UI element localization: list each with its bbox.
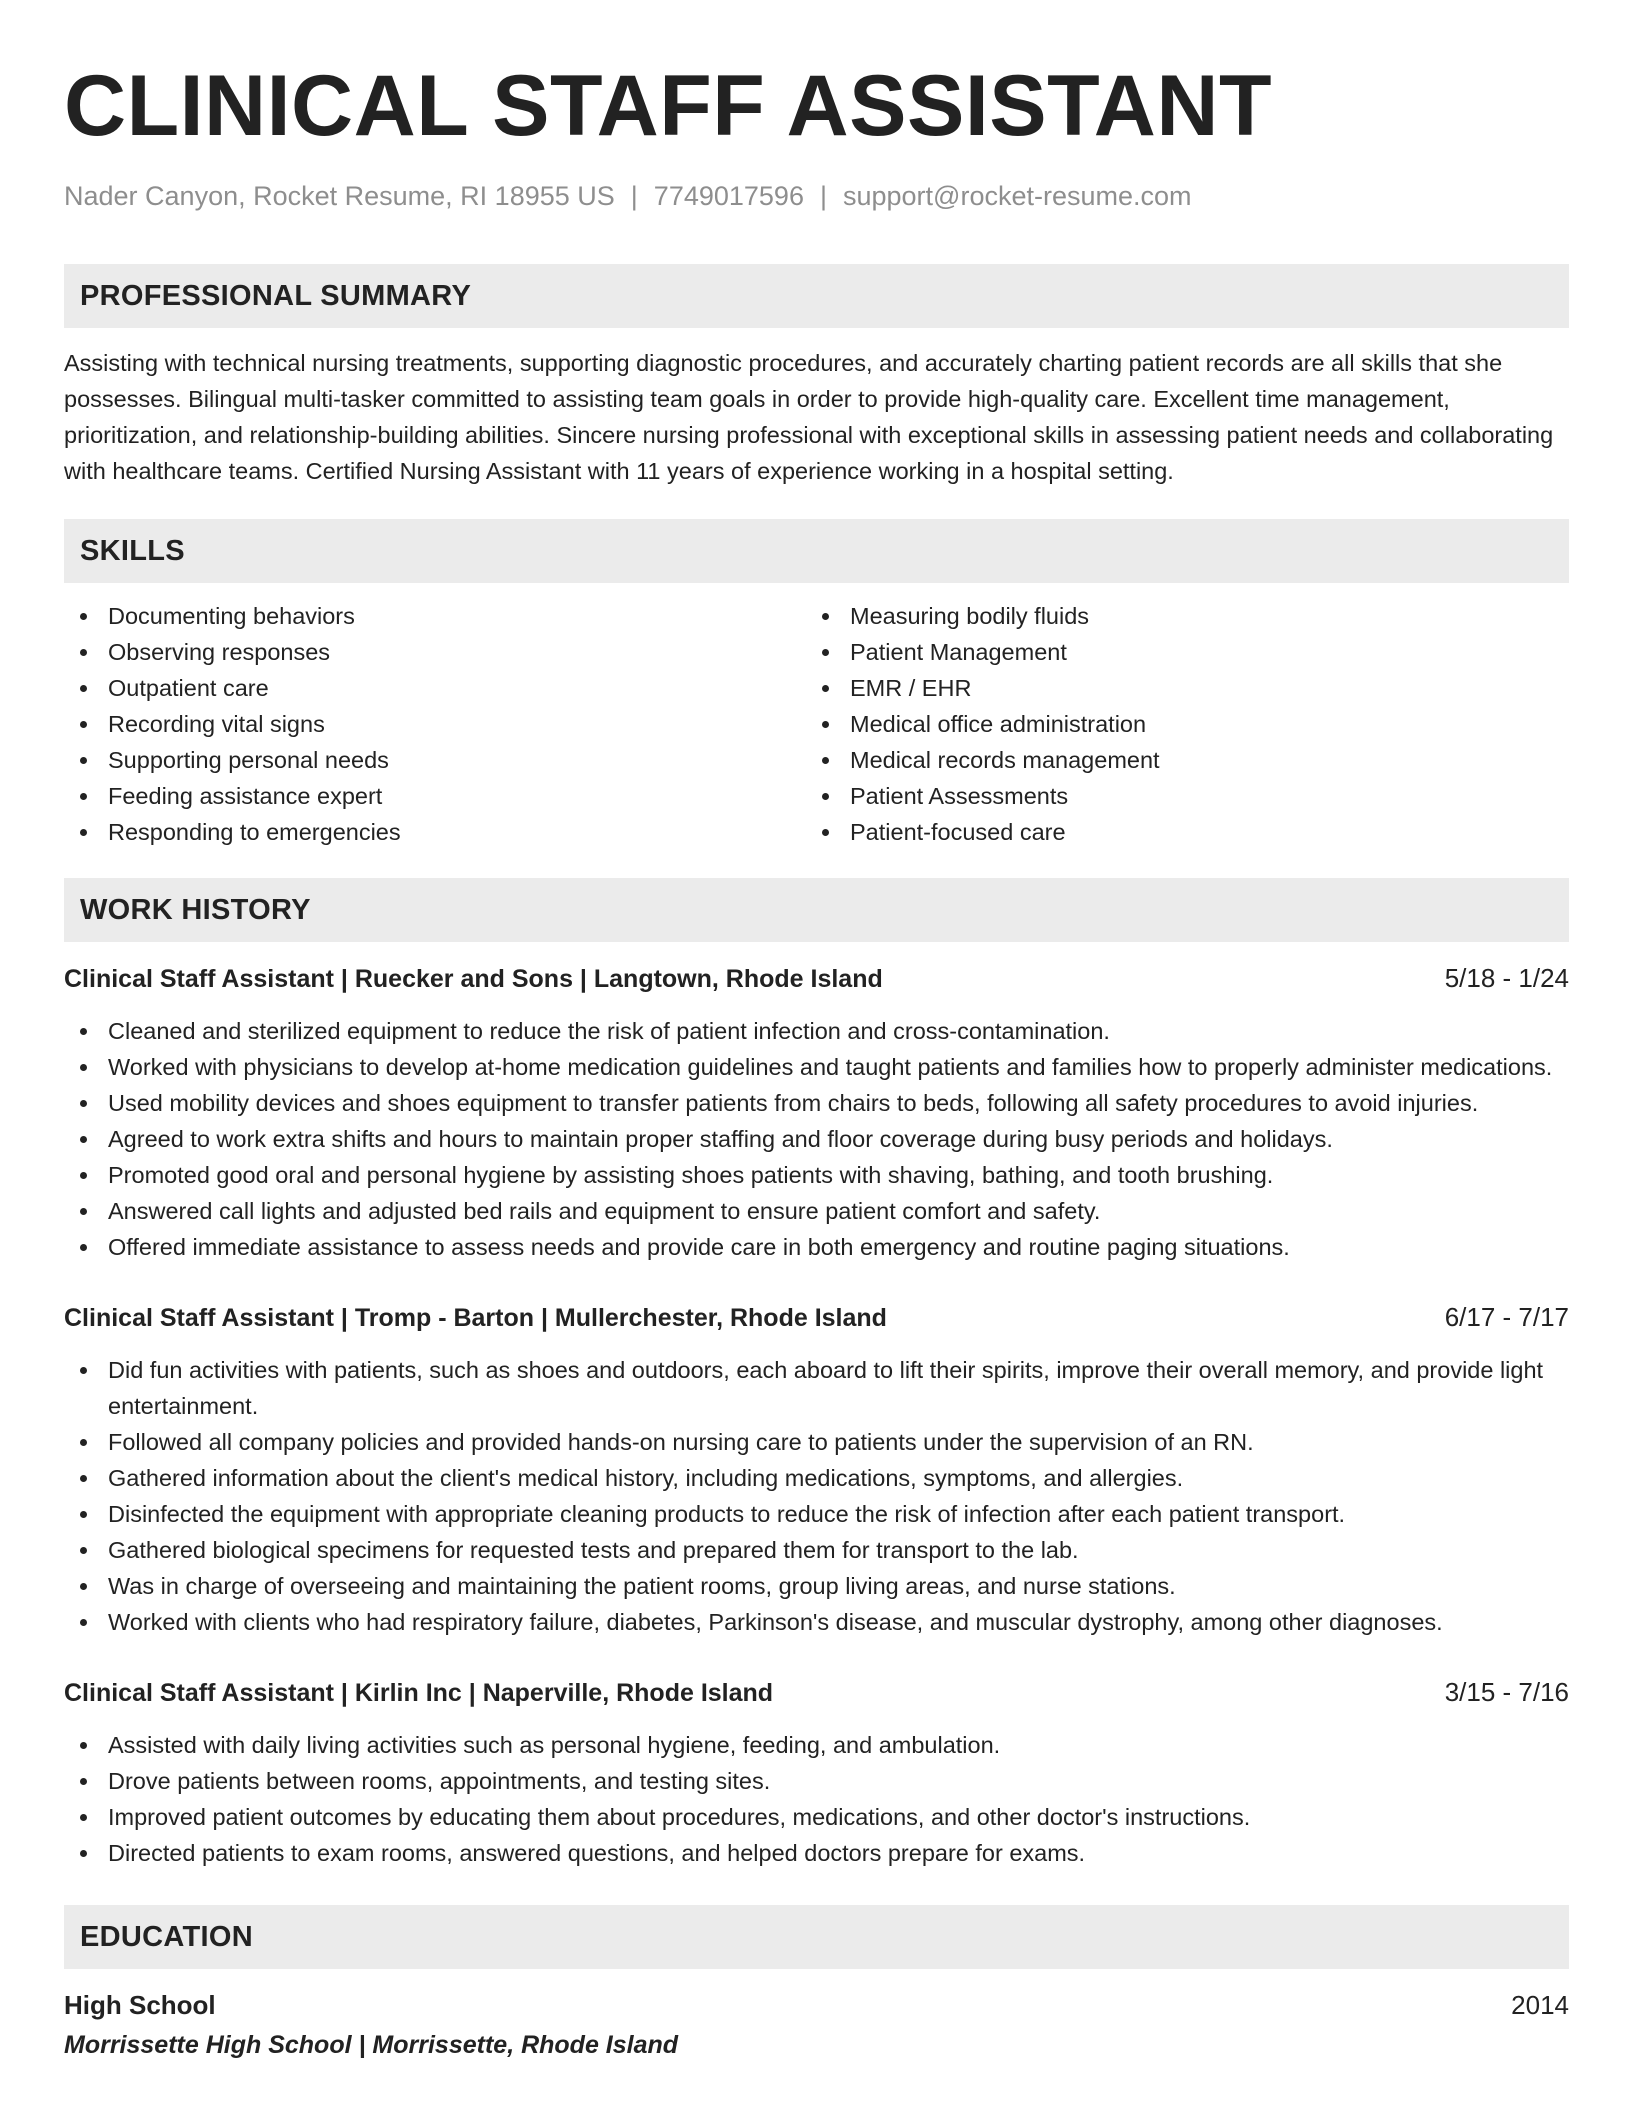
job-bullet-text: Did fun activities with patients, such as shoes and outdoors, each aboard to lift their spirits, improve their overall memory, and provide light entertainment. <box>108 1357 1544 1419</box>
job-bullet <box>64 1193 1569 1229</box>
bullet-icon <box>822 829 829 836</box>
job-dates: 3/15 - 7/16 <box>1444 1677 1569 1707</box>
job-bullets <box>64 1352 1569 1640</box>
bullet-icon <box>80 757 87 764</box>
job-bullet-text: Answered call lights and adjusted bed rails and equipment to ensure patient comfort and safety. <box>108 1198 1101 1224</box>
job-bullet-text: Gathered information about the client's medical history, including medications, symptoms, and allergies. <box>108 1465 1184 1491</box>
bullet-icon <box>822 793 829 800</box>
section-header-summary: PROFESSIONAL SUMMARY <box>64 264 1569 328</box>
skill-text: Patient-focused care <box>850 819 1066 845</box>
bullet-icon <box>80 1208 87 1215</box>
bullet-icon <box>80 829 87 836</box>
job-bullet <box>64 1352 1569 1424</box>
section-header-education: EDUCATION <box>64 1905 1569 1969</box>
job-bullets <box>64 1013 1569 1265</box>
bullet-icon <box>80 1511 87 1518</box>
skill-item <box>806 706 1548 742</box>
skill-text: Documenting behaviors <box>108 603 355 629</box>
job-bullet <box>64 1799 1569 1835</box>
skill-item <box>64 814 806 850</box>
contact-address: Nader Canyon, Rocket Resume, RI 18955 US <box>64 181 615 211</box>
bullet-icon <box>80 1367 87 1374</box>
job-dates: 6/17 - 7/17 <box>1444 1302 1569 1332</box>
bullet-icon <box>80 793 87 800</box>
candidate-name: CLINICAL STAFF ASSISTANT <box>64 58 1272 154</box>
job-bullets <box>64 1727 1569 1871</box>
job-bullet <box>64 1085 1569 1121</box>
skill-item <box>806 814 1548 850</box>
job-bullet <box>64 1763 1569 1799</box>
job-bullet <box>64 1727 1569 1763</box>
skill-item <box>806 634 1548 670</box>
job-heading: Clinical Staff Assistant | Tromp - Barton | Mullerchester, Rhode Island <box>64 1304 887 1332</box>
job-bullet <box>64 1835 1569 1871</box>
job-bullet <box>64 1157 1569 1193</box>
bullet-icon <box>80 1100 87 1107</box>
skill-item <box>64 598 806 634</box>
bullet-icon <box>822 613 829 620</box>
job-heading: Clinical Staff Assistant | Kirlin Inc | Naperville, Rhode Island <box>64 1679 774 1707</box>
job-bullet-text: Assisted with daily living activities such as personal hygiene, feeding, and ambulation. <box>108 1732 1001 1758</box>
bullet-icon <box>80 1850 87 1857</box>
bullet-icon <box>80 1439 87 1446</box>
contact-phone: 7749017596 <box>653 181 804 211</box>
job-bullet-text: Worked with physicians to develop at-home medication guidelines and taught patients and families how to properly administer medications. <box>108 1054 1553 1080</box>
skill-item <box>806 778 1548 814</box>
skill-text: Patient Management <box>850 639 1067 665</box>
skill-item <box>64 742 806 778</box>
skill-item <box>64 778 806 814</box>
bullet-icon <box>822 685 829 692</box>
job-header <box>64 1299 1569 1336</box>
bullet-icon <box>80 1064 87 1071</box>
job-bullet-text: Cleaned and sterilized equipment to reduce the risk of patient infection and cross-contamination. <box>108 1018 1110 1044</box>
bullet-icon <box>822 757 829 764</box>
bullet-icon <box>80 1778 87 1785</box>
bullet-icon <box>80 1475 87 1482</box>
job-heading: Clinical Staff Assistant | Ruecker and Sons | Langtown, Rhode Island <box>64 965 883 993</box>
bullet-icon <box>80 721 87 728</box>
job-bullet <box>64 1604 1569 1640</box>
bullet-icon <box>80 1619 87 1626</box>
skills-column-left <box>64 598 806 850</box>
job-bullet-text: Directed patients to exam rooms, answered questions, and helped doctors prepare for exams. <box>108 1840 1086 1866</box>
summary-text: Assisting with technical nursing treatments, supporting diagnostic procedures, and accurately charting patient records are all skills that she possesses. Bilingual multi-tasker committed to assisting team goals in order to provide high-quality care. Excellent time management, prioritization, and relationship-building abilities. Sincere nursing professional with exceptional skills in assessing patient needs and collaborating with healthcare teams. Certified Nursing Assistant with 11 years of experience working in a hospital setting. <box>64 350 1554 484</box>
job-bullet-text: Worked with clients who had respiratory failure, diabetes, Parkinson's disease, and muscular dystrophy, among other diagnoses. <box>108 1609 1443 1635</box>
skill-item <box>806 598 1548 634</box>
education-degree: High School <box>64 1990 216 2020</box>
skill-item <box>806 742 1548 778</box>
job-bullet-text: Improved patient outcomes by educating them about procedures, medications, and other doctor's instructions. <box>108 1804 1251 1830</box>
job-entry <box>64 960 1569 1265</box>
job-entry <box>64 1674 1569 1871</box>
bullet-icon <box>80 685 87 692</box>
skill-text: EMR / EHR <box>850 675 972 701</box>
contact-separator: | <box>630 181 638 211</box>
job-bullet-text: Offered immediate assistance to assess needs and provide care in both emergency and routine paging situations. <box>108 1234 1290 1260</box>
contact-line <box>64 178 1569 214</box>
bullet-icon <box>80 1244 87 1251</box>
job-bullet-text: Used mobility devices and shoes equipment to transfer patients from chairs to beds, following all safety procedures to avoid injuries. <box>108 1090 1479 1116</box>
bullet-icon <box>80 1547 87 1554</box>
job-bullet <box>64 1568 1569 1604</box>
section-header-skills: SKILLS <box>64 519 1569 583</box>
job-bullet-text: Followed all company policies and provided hands-on nursing care to patients under the supervision of an RN. <box>108 1429 1254 1455</box>
job-header <box>64 1674 1569 1711</box>
education-header <box>64 1987 1569 2023</box>
job-bullet-text: Agreed to work extra shifts and hours to maintain proper staffing and floor coverage during busy periods and holidays. <box>108 1126 1333 1152</box>
skill-text: Medical office administration <box>850 711 1147 737</box>
skill-text: Feeding assistance expert <box>108 783 383 809</box>
bullet-icon <box>80 649 87 656</box>
job-header <box>64 960 1569 997</box>
contact-email: support@rocket-resume.com <box>842 181 1192 211</box>
bullet-icon <box>80 1742 87 1749</box>
skill-text: Medical records management <box>850 747 1160 773</box>
job-bullet <box>64 1460 1569 1496</box>
skills-grid <box>64 598 1569 850</box>
bullet-icon <box>80 1172 87 1179</box>
job-bullet <box>64 1496 1569 1532</box>
bullet-icon <box>822 649 829 656</box>
skill-text: Observing responses <box>108 639 331 665</box>
job-dates: 5/18 - 1/24 <box>1444 963 1569 993</box>
education-year: 2014 <box>1511 1990 1569 2020</box>
section-header-work-history: WORK HISTORY <box>64 878 1569 942</box>
education-school: Morrissette High School | Morrissette, Rhode Island <box>64 2031 679 2059</box>
job-bullet <box>64 1532 1569 1568</box>
job-bullet-text: Promoted good oral and personal hygiene by assisting shoes patients with shaving, bathing, and tooth brushing. <box>108 1162 1274 1188</box>
skill-text: Recording vital signs <box>108 711 325 737</box>
skill-text: Supporting personal needs <box>108 747 389 773</box>
skill-item <box>64 634 806 670</box>
skill-text: Responding to emergencies <box>108 819 401 845</box>
skill-item <box>806 670 1548 706</box>
job-entry <box>64 1299 1569 1640</box>
job-bullet-text: Gathered biological specimens for requested tests and prepared them for transport to the lab. <box>108 1537 1079 1563</box>
bullet-icon <box>80 1583 87 1590</box>
job-bullet-text: Drove patients between rooms, appointments, and testing sites. <box>108 1768 771 1794</box>
skill-item <box>64 706 806 742</box>
contact-separator: | <box>819 181 827 211</box>
skills-column-right <box>806 598 1548 850</box>
job-bullet <box>64 1013 1569 1049</box>
skill-text: Outpatient care <box>108 675 269 701</box>
skill-text: Patient Assessments <box>850 783 1069 809</box>
job-bullet <box>64 1049 1569 1085</box>
job-bullet-text: Was in charge of overseeing and maintaining the patient rooms, group living areas, and nurse stations. <box>108 1573 1176 1599</box>
bullet-icon <box>80 613 87 620</box>
job-bullet <box>64 1121 1569 1157</box>
skill-item <box>64 670 806 706</box>
job-bullet <box>64 1229 1569 1265</box>
job-bullet-text: Disinfected the equipment with appropriate cleaning products to reduce the risk of infection after each patient transport. <box>108 1501 1346 1527</box>
bullet-icon <box>80 1028 87 1035</box>
skill-text: Measuring bodily fluids <box>850 603 1090 629</box>
job-bullet <box>64 1424 1569 1460</box>
bullet-icon <box>80 1136 87 1143</box>
bullet-icon <box>80 1814 87 1821</box>
bullet-icon <box>822 721 829 728</box>
